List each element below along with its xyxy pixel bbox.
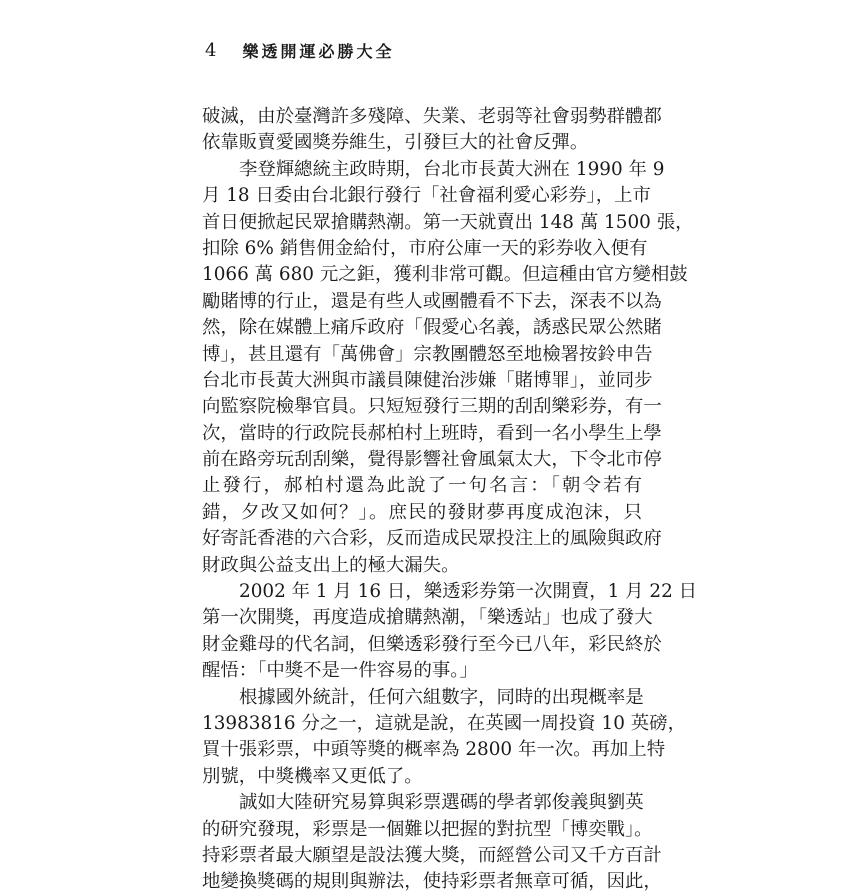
text-line: 別號，中獎機率又更低了。: [202, 765, 423, 787]
text-line: 向監察院檢舉官員。只短短發行三期的刮刮樂彩券，有一: [202, 396, 662, 418]
text-line: 好寄託香港的六合彩，反而造成民眾投注上的風險與政府: [202, 528, 662, 550]
text-line: 然，除在媒體上痛斥政府「假愛心名義，誘惑民眾公然賭: [202, 317, 662, 339]
text-line: 根據國外統計，任何六組數字，同時的出現概率是: [239, 686, 644, 708]
book-title: 樂透開運必勝大全: [242, 41, 395, 61]
text-line: 13983816 分之一，這就是說，在英國一周投資 10 英磅，: [202, 712, 686, 734]
text-line: 前在路旁玩刮刮樂，覺得影響社會風氣太大，下令北市停: [202, 449, 662, 471]
text-line: 博」，甚且還有「萬佛會」宗教團體怒至地檢署按鈴申告: [202, 343, 653, 365]
text-line: 月 18 日委由台北銀行發行「社會福利愛心彩券」，上市: [202, 185, 651, 207]
text-line: 的研究發現，彩票是一個難以把握的對抗型「博奕戰」。: [202, 818, 653, 840]
text-line: 錯，夕改又如何？」。庶民的發財夢再度成泡沫，只: [202, 501, 642, 523]
text-line: 2002 年 1 月 16 日，樂透彩券第一次開賣，1 月 22 日: [239, 581, 698, 603]
text-line: 次，當時的行政院長郝柏村上班時，看到一名小學生上學: [202, 422, 662, 444]
page-number: 4: [205, 39, 219, 61]
text-line: 李登輝總統主政時期，台北市長黃大洲在 1990 年 9: [239, 158, 665, 180]
text-line: 第一次開獎，再度造成搶購熱潮，「樂透站」也成了發大: [202, 607, 653, 629]
text-line: 止發行，郝柏村還為此說了一句名言：「朝令若有: [202, 475, 642, 497]
text-line: 醒悟：「中獎不是一件容易的事。」: [202, 660, 478, 682]
running-header: [205, 38, 394, 62]
text-line: 破滅，由於臺灣許多殘障、失業、老弱等社會弱勢群體都: [202, 106, 662, 127]
text-line: 1066 萬 680 元之鉅，獲利非常可觀。但這種由官方變相鼓: [202, 264, 688, 286]
text-line: 扣除 6% 銷售佣金給付，市府公庫一天的彩券收入便有: [202, 237, 648, 259]
text-line: 財政與公益支出上的極大漏失。: [202, 554, 460, 576]
text-line: 依靠販賣愛國獎券維生，引發巨大的社會反彈。: [202, 132, 589, 154]
text-line: 勵賭博的行止，還是有些人或團體看不下去，深表不以為: [202, 290, 662, 312]
text-line: 買十張彩票，中頭等獎的概率為 2800 年一次。再加上特: [202, 739, 666, 761]
text-line: 持彩票者最大願望是設法獲大獎，而經營公司又千方百計: [202, 844, 662, 866]
text-line: 地變換獎碼的規則與辦法，使持彩票者無章可循，因此，: [202, 871, 662, 893]
body-text: [202, 104, 698, 896]
text-line: 首日便掀起民眾搶購熱潮。第一天就賣出 148 萬 1500 張，: [202, 211, 694, 233]
text-line: 誠如大陸研究易算與彩票選碼的學者郭俊義與劉英: [239, 792, 644, 814]
text-line: 財金雞母的代名詞，但樂透彩發行至今已八年，彩民終於: [202, 633, 662, 655]
text-line: 台北市長黃大洲與市議員陳健治涉嫌「賭博罪」，並同步: [202, 369, 653, 391]
